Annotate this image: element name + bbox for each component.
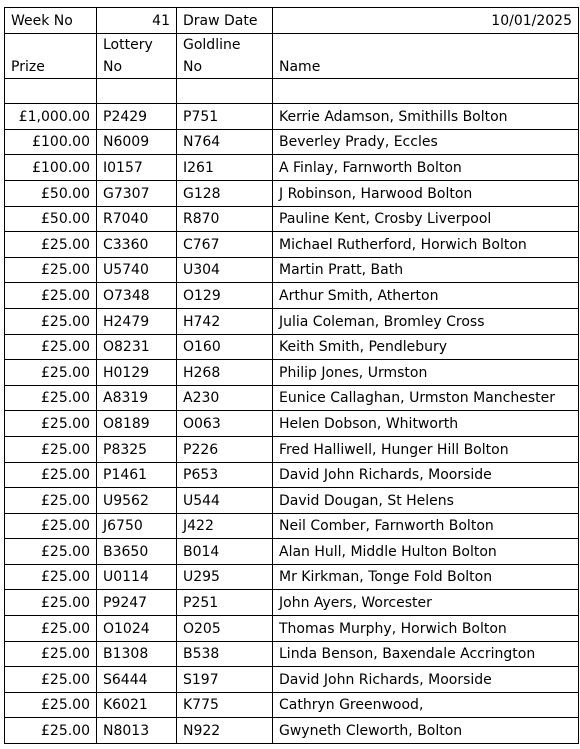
name-cell: J Robinson, Harwood Bolton xyxy=(273,180,579,206)
lottery-no-cell: O8231 xyxy=(97,334,177,360)
table-row xyxy=(5,488,579,514)
name-cell: Mr Kirkman, Tonge Fold Bolton xyxy=(273,564,579,590)
name-cell: Kerrie Adamson, Smithills Bolton xyxy=(273,104,579,130)
spacer-row xyxy=(5,78,579,104)
table-row xyxy=(5,539,579,565)
name-cell: Eunice Callaghan, Urmston Manchester xyxy=(273,385,579,411)
lottery-no-cell: J6750 xyxy=(97,513,177,539)
prize-cell: £25.00 xyxy=(5,411,97,437)
lottery-no-cell: B1308 xyxy=(97,641,177,667)
prize-cell: £25.00 xyxy=(5,539,97,565)
goldline-no-cell: N922 xyxy=(177,718,273,744)
goldline-header-line2: No xyxy=(183,58,203,75)
table-row xyxy=(5,360,579,386)
lottery-no-cell: P9247 xyxy=(97,590,177,616)
lottery-no-cell: U0114 xyxy=(97,564,177,590)
lottery-no-cell: N6009 xyxy=(97,129,177,155)
name-cell: Linda Benson, Baxendale Accrington xyxy=(273,641,579,667)
prize-cell: £100.00 xyxy=(5,129,97,155)
goldline-no-cell: N764 xyxy=(177,129,273,155)
prize-cell: £25.00 xyxy=(5,436,97,462)
table-row xyxy=(5,257,579,283)
spacer-cell xyxy=(177,78,273,104)
draw-date-value: 10/01/2025 xyxy=(273,8,579,34)
table-row xyxy=(5,590,579,616)
name-cell: John Ayers, Worcester xyxy=(273,590,579,616)
prize-cell: £25.00 xyxy=(5,718,97,744)
lottery-no-cell: G7307 xyxy=(97,180,177,206)
spacer-cell xyxy=(5,78,97,104)
table-row xyxy=(5,641,579,667)
table-row xyxy=(5,513,579,539)
lottery-no-cell: P2429 xyxy=(97,104,177,130)
prize-cell: £25.00 xyxy=(5,616,97,642)
goldline-no-cell: C767 xyxy=(177,232,273,258)
week-no-value: 41 xyxy=(97,8,177,34)
name-cell: David John Richards, Moorside xyxy=(273,667,579,693)
goldline-no-cell: P751 xyxy=(177,104,273,130)
prize-cell: £50.00 xyxy=(5,180,97,206)
table-row xyxy=(5,155,579,181)
name-cell: Martin Pratt, Bath xyxy=(273,257,579,283)
goldline-no-cell: R870 xyxy=(177,206,273,232)
table-row xyxy=(5,462,579,488)
table-row xyxy=(5,334,579,360)
lottery-no-cell: H0129 xyxy=(97,360,177,386)
name-cell: Beverley Prady, Eccles xyxy=(273,129,579,155)
lottery-no-cell: I0157 xyxy=(97,155,177,181)
table-row xyxy=(5,232,579,258)
table-row xyxy=(5,385,579,411)
table-row xyxy=(5,104,579,130)
draw-date-label: Draw Date xyxy=(177,8,273,34)
table-row xyxy=(5,718,579,744)
goldline-no-cell: U304 xyxy=(177,257,273,283)
name-cell: Arthur Smith, Atherton xyxy=(273,283,579,309)
lottery-no-cell: U9562 xyxy=(97,488,177,514)
name-cell: Philip Jones, Urmston xyxy=(273,360,579,386)
goldline-no-cell: O129 xyxy=(177,283,273,309)
table-row xyxy=(5,667,579,693)
goldline-no-cell: P653 xyxy=(177,462,273,488)
goldline-no-cell: A230 xyxy=(177,385,273,411)
name-cell: Keith Smith, Pendlebury xyxy=(273,334,579,360)
goldline-no-cell: J422 xyxy=(177,513,273,539)
lottery-no-cell: B3650 xyxy=(97,539,177,565)
goldline-no-cell: O063 xyxy=(177,411,273,437)
prize-cell: £25.00 xyxy=(5,385,97,411)
goldline-no-cell: S197 xyxy=(177,667,273,693)
name-cell: Fred Halliwell, Hunger Hill Bolton xyxy=(273,436,579,462)
spacer-cell xyxy=(273,78,579,104)
table-row xyxy=(5,692,579,718)
table-row xyxy=(5,283,579,309)
lottery-no-cell: N8013 xyxy=(97,718,177,744)
lottery-no-cell: C3360 xyxy=(97,232,177,258)
table-row xyxy=(5,206,579,232)
lottery-no-cell: S6444 xyxy=(97,667,177,693)
prize-cell: £25.00 xyxy=(5,692,97,718)
name-column-header: Name xyxy=(273,33,579,78)
goldline-no-cell: P226 xyxy=(177,436,273,462)
lottery-no-cell: K6021 xyxy=(97,692,177,718)
prize-cell: £50.00 xyxy=(5,206,97,232)
goldline-no-cell: U295 xyxy=(177,564,273,590)
name-cell: Thomas Murphy, Horwich Bolton xyxy=(273,616,579,642)
lottery-no-cell: O8189 xyxy=(97,411,177,437)
prize-cell: £25.00 xyxy=(5,641,97,667)
name-cell: David John Richards, Moorside xyxy=(273,462,579,488)
goldline-no-cell: K775 xyxy=(177,692,273,718)
prize-cell: £25.00 xyxy=(5,667,97,693)
goldline-no-cell: H742 xyxy=(177,308,273,334)
goldline-no-cell: O160 xyxy=(177,334,273,360)
results-table xyxy=(4,7,579,744)
name-cell: Alan Hull, Middle Hulton Bolton xyxy=(273,539,579,565)
prize-column-header: Prize xyxy=(5,33,97,78)
goldline-no-cell: U544 xyxy=(177,488,273,514)
name-cell: Pauline Kent, Crosby Liverpool xyxy=(273,206,579,232)
table-row xyxy=(5,180,579,206)
name-cell: David Dougan, St Helens xyxy=(273,488,579,514)
prize-cell: £25.00 xyxy=(5,462,97,488)
goldline-no-cell: O205 xyxy=(177,616,273,642)
goldline-no-cell: B014 xyxy=(177,539,273,565)
goldline-header-line1: Goldline xyxy=(183,36,241,53)
goldline-no-cell: B538 xyxy=(177,641,273,667)
goldline-no-cell: I261 xyxy=(177,155,273,181)
name-cell: Michael Rutherford, Horwich Bolton xyxy=(273,232,579,258)
lottery-no-cell: H2479 xyxy=(97,308,177,334)
name-cell: Cathryn Greenwood, xyxy=(273,692,579,718)
prize-cell: £25.00 xyxy=(5,360,97,386)
prize-cell: £1,000.00 xyxy=(5,104,97,130)
lottery-no-cell: O1024 xyxy=(97,616,177,642)
goldline-column-header xyxy=(177,33,273,78)
goldline-no-cell: G128 xyxy=(177,180,273,206)
prize-cell: £25.00 xyxy=(5,232,97,258)
lottery-header-line2: No xyxy=(103,58,123,75)
table-row xyxy=(5,616,579,642)
prize-cell: £25.00 xyxy=(5,308,97,334)
lottery-no-cell: P8325 xyxy=(97,436,177,462)
header-row-week xyxy=(5,8,579,34)
lottery-no-cell: U5740 xyxy=(97,257,177,283)
lottery-no-cell: A8319 xyxy=(97,385,177,411)
prize-cell: £25.00 xyxy=(5,334,97,360)
prize-cell: £25.00 xyxy=(5,488,97,514)
table-row xyxy=(5,436,579,462)
spacer-cell xyxy=(97,78,177,104)
name-cell: Neil Comber, Farnworth Bolton xyxy=(273,513,579,539)
prize-cell: £25.00 xyxy=(5,513,97,539)
table-row xyxy=(5,129,579,155)
prize-cell: £25.00 xyxy=(5,257,97,283)
week-no-label: Week No xyxy=(5,8,97,34)
lottery-no-cell: R7040 xyxy=(97,206,177,232)
lottery-no-cell: P1461 xyxy=(97,462,177,488)
table-row xyxy=(5,411,579,437)
name-cell: Gwyneth Cleworth, Bolton xyxy=(273,718,579,744)
name-cell: Helen Dobson, Whitworth xyxy=(273,411,579,437)
header-row-columns xyxy=(5,33,579,78)
name-cell: Julia Coleman, Bromley Cross xyxy=(273,308,579,334)
prize-cell: £100.00 xyxy=(5,155,97,181)
table-row xyxy=(5,564,579,590)
name-cell: A Finlay, Farnworth Bolton xyxy=(273,155,579,181)
table-row xyxy=(5,308,579,334)
prize-cell: £25.00 xyxy=(5,590,97,616)
goldline-no-cell: H268 xyxy=(177,360,273,386)
prize-cell: £25.00 xyxy=(5,564,97,590)
goldline-no-cell: P251 xyxy=(177,590,273,616)
prize-cell: £25.00 xyxy=(5,283,97,309)
lottery-header-line1: Lottery xyxy=(103,36,153,53)
lottery-column-header xyxy=(97,33,177,78)
lottery-no-cell: O7348 xyxy=(97,283,177,309)
